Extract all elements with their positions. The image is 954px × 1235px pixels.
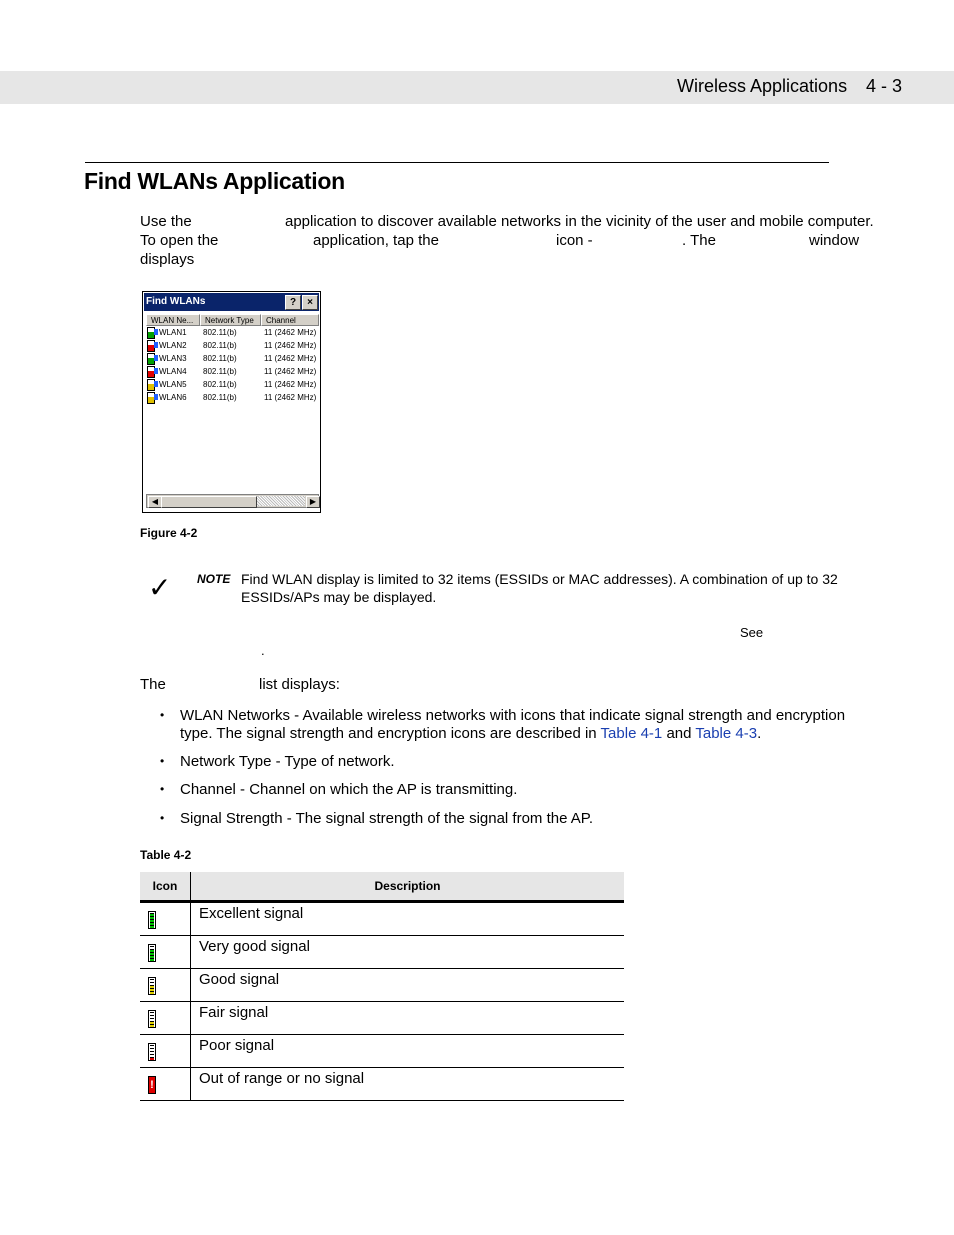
- column-header-network-type[interactable]: Network Type: [200, 314, 261, 326]
- signal-bar: [150, 916, 154, 919]
- bullet-icon: •: [160, 754, 165, 768]
- find-wlans-window: [142, 291, 321, 513]
- intro-line2-e: window: [809, 232, 860, 249]
- table-cell-icon: [140, 1002, 191, 1035]
- note-text: [241, 570, 838, 606]
- intro-line1-a: Use the: [140, 213, 192, 230]
- bullet4: Signal Strength - The signal strength of the signal from the AP.: [180, 810, 594, 827]
- table-cell-icon: [140, 969, 191, 1002]
- wlan-list-item[interactable]: [146, 365, 320, 378]
- column-header-channel[interactable]: Channel: [261, 314, 319, 326]
- intro-line2-c: icon -: [556, 232, 593, 249]
- encryption-icon: [154, 394, 158, 400]
- wlan-list-item[interactable]: [146, 378, 320, 391]
- table-cell-description: Poor signal: [191, 1035, 625, 1068]
- table-cell-icon: [140, 902, 191, 936]
- wlan-network-type: 802.11(b): [203, 393, 237, 402]
- table-cell-description: Out of range or no signal: [191, 1068, 625, 1101]
- signal-bar: [150, 1024, 154, 1027]
- table-row: [140, 1002, 624, 1035]
- wlan-list-item[interactable]: [146, 352, 320, 365]
- bullet1-line2: [180, 724, 761, 743]
- list-intro-b: list displays:: [259, 676, 340, 693]
- see-text: See: [740, 625, 764, 640]
- wlan-name: WLAN4: [159, 367, 187, 376]
- signal-bar: [150, 1054, 154, 1057]
- note-label: NOTE: [197, 572, 231, 586]
- note-line1: Find WLAN display is limited to 32 items (ESSIDs or MAC addresses). A combination of up to 32: [241, 571, 838, 587]
- signal-bar: [150, 949, 154, 952]
- heading-rule: [85, 162, 829, 163]
- wlan-channel: 11 (2462 MHz): [264, 328, 317, 337]
- signal-bar: [150, 1012, 154, 1015]
- wlan-network-type: 802.11(b): [203, 328, 237, 337]
- link-table-4-3[interactable]: Table 4-3: [695, 725, 758, 742]
- intro-line3: displays: [140, 251, 195, 268]
- signal-strength-icon: [148, 944, 156, 962]
- signal-bar: [150, 913, 154, 916]
- checkmark-icon: ✓: [148, 572, 172, 603]
- intro-line1-b: application to discover available networks in the vicinity of the user and mobile computer.: [285, 213, 874, 230]
- bullet-icon: •: [160, 782, 165, 796]
- wlan-name: WLAN1: [159, 328, 187, 337]
- wlan-channel: 11 (2462 MHz): [264, 380, 317, 389]
- signal-bar: [150, 982, 154, 985]
- table-header-icon: Icon: [140, 872, 191, 902]
- table-row: [140, 902, 624, 936]
- table-header-description: Description: [191, 872, 625, 902]
- encryption-icon: [154, 355, 158, 361]
- signal-strength-icon: [148, 1010, 156, 1028]
- bullet-icon: •: [160, 811, 165, 825]
- header-section-title: Wireless Applications: [677, 76, 848, 96]
- table-cell-description: Very good signal: [191, 936, 625, 969]
- period-text: .: [261, 643, 265, 658]
- encryption-icon: [154, 329, 158, 335]
- horizontal-scrollbar[interactable]: [146, 494, 319, 508]
- table-row: [140, 969, 624, 1002]
- wlan-name: WLAN5: [159, 380, 187, 389]
- link-table-4-1[interactable]: Table 4-1: [600, 725, 663, 742]
- signal-bar: [150, 958, 154, 961]
- scroll-track[interactable]: [257, 496, 305, 506]
- signal-bar: [150, 1048, 154, 1051]
- wlan-network-type: 802.11(b): [203, 380, 237, 389]
- encryption-icon: [154, 342, 158, 348]
- note-line2: ESSIDs/APs may be displayed.: [241, 589, 437, 605]
- wlan-network-type: 802.11(b): [203, 341, 237, 350]
- signal-strength-icon: [148, 1043, 156, 1061]
- encryption-icon: [154, 381, 158, 387]
- intro-line2-d: . The: [682, 232, 716, 249]
- bullet2: Network Type - Type of network.: [180, 753, 395, 770]
- header-page-number: 4 - 3: [866, 76, 903, 96]
- table-cell-icon: [140, 1068, 191, 1101]
- column-header-wlan[interactable]: WLAN Ne...: [146, 314, 200, 326]
- signal-bar: [150, 955, 154, 958]
- close-button[interactable]: ×: [302, 295, 318, 310]
- wlan-channel: 11 (2462 MHz): [264, 341, 317, 350]
- signal-bar: [150, 1021, 154, 1024]
- wlan-channel: 11 (2462 MHz): [264, 393, 317, 402]
- signal-bar: [150, 988, 154, 991]
- wlan-name: WLAN2: [159, 341, 187, 350]
- table-row: [140, 936, 624, 969]
- bullet1-line2-text: type. The signal strength and encryption icons are described in: [180, 725, 597, 742]
- table-caption: Table 4-2: [140, 848, 192, 862]
- scroll-left-arrow-icon[interactable]: ◀: [148, 496, 162, 508]
- table-cell-description: Fair signal: [191, 1002, 625, 1035]
- list-intro-a: The: [140, 676, 166, 693]
- signal-strength-icon: [148, 977, 156, 995]
- bullet1-end: .: [757, 725, 762, 742]
- table-cell-description: Excellent signal: [191, 902, 625, 936]
- signal-bar: [150, 952, 154, 955]
- bullet3: Channel - Channel on which the AP is transmitting.: [180, 781, 518, 798]
- window-title: Find WLANs: [144, 293, 319, 311]
- signal-bar: [150, 1015, 154, 1018]
- wlan-channel: 11 (2462 MHz): [264, 354, 317, 363]
- wlan-name: WLAN6: [159, 393, 187, 402]
- signal-icon-table: [140, 872, 624, 1101]
- signal-bar: [150, 925, 154, 928]
- intro-line2-b: application, tap the: [313, 232, 439, 249]
- bullet-icon: •: [160, 708, 165, 722]
- section-heading: Find WLANs Application: [84, 168, 345, 194]
- intro-line2-a: To open the: [140, 232, 219, 249]
- help-button[interactable]: ?: [285, 295, 301, 310]
- signal-bar: [150, 979, 154, 982]
- table-cell-description: Good signal: [191, 969, 625, 1002]
- table-row: [140, 1035, 624, 1068]
- wlan-channel: 11 (2462 MHz): [264, 367, 317, 376]
- wlan-list-item[interactable]: [146, 391, 320, 404]
- scroll-right-arrow-icon[interactable]: ▶: [306, 496, 320, 508]
- signal-bar: [150, 991, 154, 994]
- signal-bar: [150, 1018, 154, 1021]
- signal-bar: [150, 985, 154, 988]
- signal-bar: [150, 1045, 154, 1048]
- bullet1-line1: WLAN Networks - Available wireless networks with icons that indicate signal strength and encryption: [180, 707, 846, 724]
- table-cell-icon: [140, 936, 191, 969]
- scroll-thumb[interactable]: [161, 496, 257, 508]
- figure-caption: Figure 4-2: [140, 526, 198, 540]
- bullet1-and: and: [666, 725, 692, 742]
- signal-bar: [150, 1051, 154, 1054]
- encryption-icon: [154, 368, 158, 374]
- signal-bar: [150, 922, 154, 925]
- wlan-name: WLAN3: [159, 354, 187, 363]
- wlan-list-item[interactable]: [146, 339, 320, 352]
- signal-strength-icon: !: [148, 1076, 156, 1094]
- wlan-list-item[interactable]: [146, 326, 320, 339]
- signal-strength-icon: [148, 911, 156, 929]
- table-cell-icon: [140, 1035, 191, 1068]
- table-row: [140, 1068, 624, 1101]
- signal-bar: [150, 919, 154, 922]
- signal-bar: [150, 1057, 154, 1060]
- signal-bar: [150, 946, 154, 949]
- wlan-network-type: 802.11(b): [203, 354, 237, 363]
- wlan-network-type: 802.11(b): [203, 367, 237, 376]
